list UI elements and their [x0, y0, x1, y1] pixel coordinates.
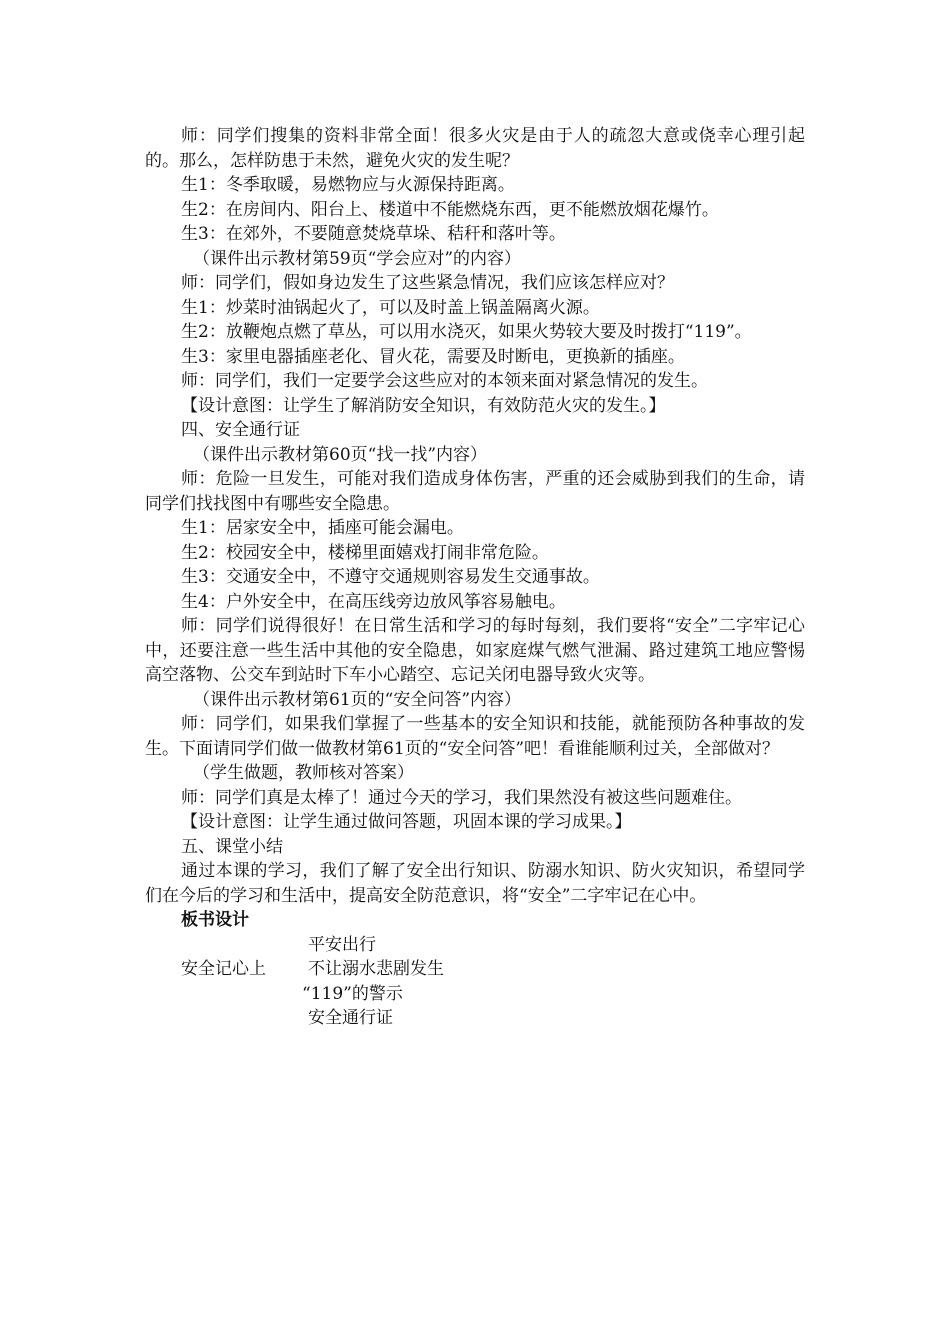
paragraph: 生1：炒菜时油锅起火了，可以及时盖上锅盖隔离火源。: [181, 297, 600, 318]
design-intent: 【设计意图：让学生了解消防安全知识，有效防范火灾的发生。】: [181, 395, 666, 416]
paragraph: 师：危险一旦发生，可能对我们造成身体伤害，严重的还会威胁到我们的生命，请同学们找找图中有哪些安全隐患。: [145, 469, 805, 514]
paragraph: 生3：在郊外，不要随意焚烧草垛、秸秆和落叶等。: [181, 224, 566, 244]
paragraph: 师：同学们，假如身边发生了这些紧急情况，我们应该怎样应对？: [181, 273, 674, 293]
board-design-title: 板书设计: [181, 910, 249, 930]
paragraph: 生1：居家安全中，插座可能会漏电。: [181, 518, 464, 538]
paragraph: 师：同学们，如果我们掌握了一些基本的安全知识和技能，就能预防各种事故的发生。下面请同学们做一做教材第61页的“安全问答”吧！看谁能顺利过关，全部做对？: [145, 714, 805, 759]
courseware-note: （课件出示教材第60页“找一找”内容）: [193, 444, 488, 465]
paragraph: 生2：在房间内、阳台上、楼道中不能燃烧东西，更不能燃放烟花爆竹。: [181, 199, 719, 220]
paragraph: 生4：户外安全中，在高压线旁边放风筝容易触电。: [181, 591, 566, 612]
design-intent: 【设计意图：让学生通过做问答题，巩固本课的学习成果。】: [181, 812, 632, 832]
paragraph: 师：同学们搜集的资料非常全面！很多火灾是由于人的疏忽大意或侥幸心理引起的。那么，怎样防患于未然，避免火灾的发生呢？: [145, 126, 805, 171]
paragraph: 生2：放鞭炮点燃了草丛，可以用水浇灭，如果火势较大要及时拨打“119”。: [181, 322, 752, 342]
board-item: 安全通行证: [308, 1008, 393, 1028]
section-heading: 四、安全通行证: [181, 420, 300, 440]
paragraph: 生1：冬季取暖，易燃物应与火源保持距离。: [181, 175, 515, 195]
board-item: 不让溺水悲剧发生: [308, 959, 444, 979]
activity-note: （学生做题，教师核对答案）: [193, 763, 414, 783]
courseware-note: （课件出示教材第61页的“安全问答”内容）: [193, 689, 522, 710]
section-heading: 五、课堂小结: [181, 836, 283, 857]
paragraph: 师：同学们，我们一定要学会这些应对的本领来面对紧急情况的发生。: [181, 371, 708, 391]
paragraph: 生3：交通安全中，不遵守交通规则容易发生交通事故。: [181, 567, 600, 587]
paragraph: 生3：家里电器插座老化、冒火花，需要及时断电，更换新的插座。: [181, 346, 685, 367]
paragraph: 师：同学们真是太棒了！通过今天的学习，我们果然没有被这些问题难住。: [181, 787, 742, 808]
summary-paragraph: 通过本课的学习，我们了解了安全出行知识、防溺水知识、防火灾知识，希望同学们在今后的学习和生活中，提高安全防范意识，将“安全”二字牢记在心中。: [145, 861, 805, 906]
paragraph: 生2：校园安全中，楼梯里面嬉戏打闹非常危险。: [181, 542, 549, 563]
board-item: “119”的警示: [302, 983, 403, 1004]
document-body: [145, 124, 805, 1033]
paragraph: 师：同学们说得很好！在日常生活和学习的每时每刻，我们要将“安全”二字牢记心中，还要注意一些生活中其他的安全隐患，如家庭煤气燃气泄漏、路过建筑工地应警惕高空落物、公交车到站时下车小心踏空、忘记关闭电器导致火灾等。: [145, 616, 805, 685]
courseware-note: （课件出示教材第59页“学会应对”的内容）: [193, 248, 522, 269]
board-design: [145, 933, 805, 1033]
board-item: 平安出行: [308, 934, 376, 955]
board-main-label: 安全记心上: [181, 959, 266, 979]
